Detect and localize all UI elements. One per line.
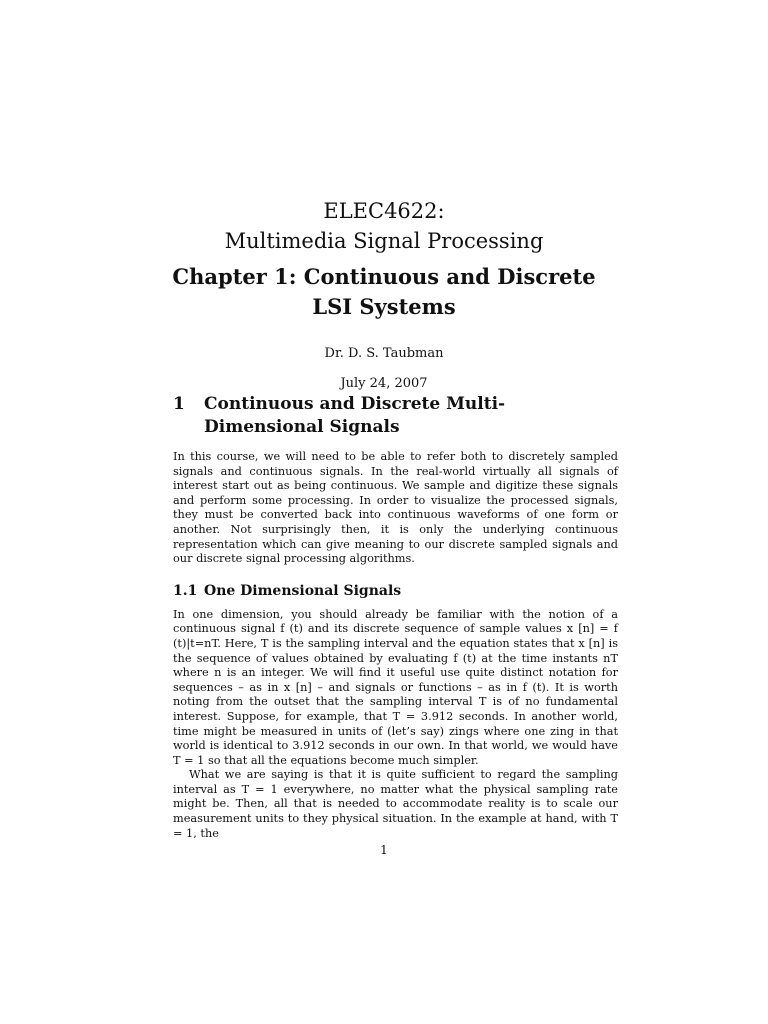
chapter-title [159,262,609,322]
subsection-number: 1.1 [173,582,198,599]
chapter-title-text: Chapter 1: Continuous and Discrete LSI Systems [172,264,596,319]
subsection-paragraph-1: In one dimension, you should already be familiar with the notion of a continuous signal f (t) and its discrete sequence of sample values x [n] = f (t)|t=nT. Here, T is the sampling interval and the equation states that x [n] is the sequence of values obtained by evaluating f (t) at the time instants nT where n is an integer. We will find it useful use quite distinct notation for sequences – as in x [n] – and signals or functions – as in f (t). It is worth noting from the outset that the sampling interval T is of no fundamental interest. Suppose, for example, that T = 3.912 seconds. In another world, time might be measured in units of (let’s say) zings where one zing in that world is identical to 3.912 seconds in our own. In that world, we would have T = 1 so that all the equations become much simpler. [173,607,618,767]
section-1 [173,393,618,841]
section-title: Continuous and Discrete Multi-Dimensional Signals [204,394,506,437]
section-1-paragraph: In this course, we will need to be able to refer both to discretely sampled signals and continuous signals. In the real-world virtually all signals of interest start out as being continuous. We sample and digitize these signals and perform some processing. In order to visualize the processed signals, they must be converted back into continuous waveforms of one form or another. Not surprisingly then, it is only the underlying continuous representation which can give meaning to our discrete sampled signals and our discrete signal processing algorithms. [173,450,618,566]
course-code: ELEC4622: [323,199,445,223]
author: Dr. D. S. Taubman [324,346,444,361]
date: July 24, 2007 [340,376,428,391]
title-block [0,196,768,392]
subsection-heading [173,582,618,600]
subsection-title: One Dimensional Signals [204,582,402,599]
section-number: 1 [173,394,185,414]
section-heading [173,393,618,439]
course-subtitle: Multimedia Signal Processing [224,229,544,253]
page-number: 1 [380,843,388,857]
subsection-paragraph-2: What we are saying is that it is quite sufficient to regard the sampling interval as T = 1 everywhere, no matter what the physical sampling rate might be. Then, all that is needed to accommodate reality is to scale our measurement units to they physical situation. In the example at hand, with T = 1, the [173,768,618,840]
